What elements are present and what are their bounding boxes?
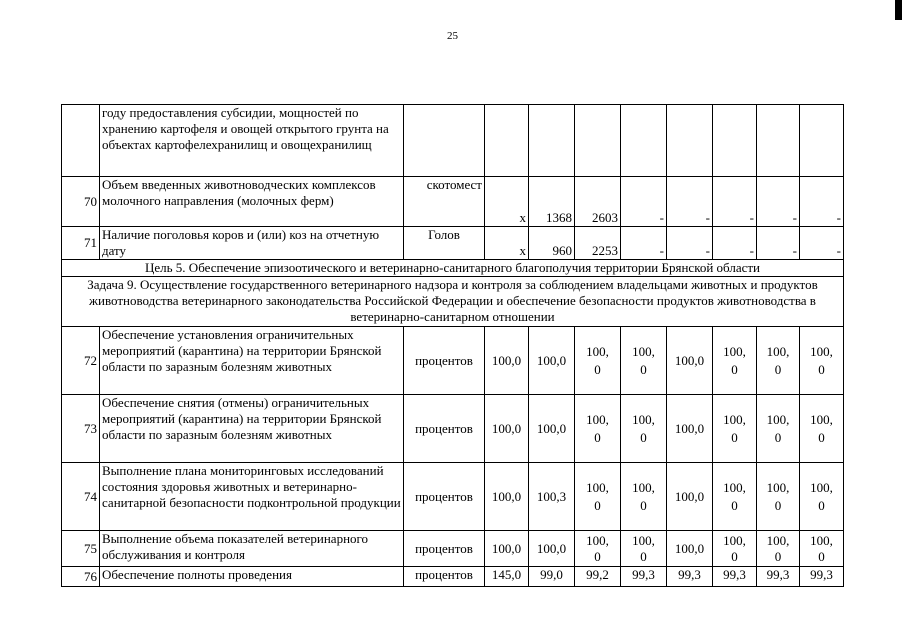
- table-row-70: [62, 177, 844, 227]
- value-1: 100,3: [529, 463, 575, 531]
- value-wrapped: 100, 0: [713, 327, 757, 395]
- goal-row: [62, 260, 844, 277]
- value-wrapped: 100, 0: [757, 395, 800, 463]
- value-base: 100,0: [485, 395, 529, 463]
- value-dash: -: [713, 227, 757, 260]
- row-number: 71: [62, 227, 100, 260]
- value-wrapped: 100, 0: [621, 327, 667, 395]
- value-wrapped: 100, 0: [757, 327, 800, 395]
- value-cell: 99,3: [713, 567, 757, 587]
- value-1: 100,0: [529, 395, 575, 463]
- value-dash: -: [757, 227, 800, 260]
- value-1: 100,0: [529, 327, 575, 395]
- unit: Голов: [404, 227, 485, 260]
- unit: процентов: [404, 327, 485, 395]
- value-wrapped: 100, 0: [575, 463, 621, 531]
- value-cell: 99,3: [800, 567, 844, 587]
- value-wrapped: 100, 0: [621, 531, 667, 567]
- value-dash: -: [667, 227, 713, 260]
- value-dash: -: [757, 177, 800, 227]
- value-2: 2253: [575, 227, 621, 260]
- row-number: 73: [62, 395, 100, 463]
- indicator-name: году предоставления субсидии, мощностей по хранению картофеля и овощей открытого грунта на объектах картофелехранилищ и овощехранилищ: [100, 105, 404, 177]
- value-dash: -: [800, 227, 844, 260]
- value-dash: -: [621, 227, 667, 260]
- value-wrapped: 100, 0: [800, 463, 844, 531]
- unit: процентов: [404, 395, 485, 463]
- value-dash: -: [800, 177, 844, 227]
- indicator-name: Обеспечение установления ограничительных мероприятий (карантина) на территории Брянской области по заразным болезням животных: [100, 327, 404, 395]
- value-cell: 99,3: [621, 567, 667, 587]
- value-dash: -: [667, 177, 713, 227]
- table-row-continuation: [62, 105, 844, 177]
- value-mid: 100,0: [667, 531, 713, 567]
- row-number: 70: [62, 177, 100, 227]
- unit: процентов: [404, 463, 485, 531]
- value-1: 100,0: [529, 531, 575, 567]
- value-wrapped: 100, 0: [713, 531, 757, 567]
- value-wrapped: 100, 0: [621, 395, 667, 463]
- value-base: 100,0: [485, 531, 529, 567]
- value-2: 2603: [575, 177, 621, 227]
- value-base: 100,0: [485, 327, 529, 395]
- value-wrapped: 100, 0: [713, 463, 757, 531]
- value-base: х: [485, 177, 529, 227]
- table-row-73: [62, 395, 844, 463]
- value-wrapped: 100, 0: [575, 327, 621, 395]
- value-wrapped: 100, 0: [800, 327, 844, 395]
- value-cell: 99,3: [667, 567, 713, 587]
- value-wrapped: 100, 0: [757, 463, 800, 531]
- value-cell: 99,2: [575, 567, 621, 587]
- unit: процентов: [404, 567, 485, 587]
- indicator-name: Наличие поголовья коров и (или) коз на отчетную дату: [100, 227, 404, 260]
- value-1: 960: [529, 227, 575, 260]
- table-row-71: [62, 227, 844, 260]
- value-mid: 100,0: [667, 327, 713, 395]
- indicator-name: Выполнение плана мониторинговых исследований состояния здоровья животных и ветеринарно-санитарной безопасности подконтрольной продукции: [100, 463, 404, 531]
- table-row-76: [62, 567, 844, 587]
- goal-5-heading: Цель 5. Обеспечение эпизоотического и ветеринарно-санитарного благополучия территории Брянской области: [62, 260, 844, 277]
- unit: скотомест: [404, 177, 485, 227]
- value-wrapped: 100, 0: [757, 531, 800, 567]
- value-wrapped: 100, 0: [713, 395, 757, 463]
- value-mid: 100,0: [667, 395, 713, 463]
- value-1: 1368: [529, 177, 575, 227]
- row-number: 76: [62, 567, 100, 587]
- indicators-table: [61, 104, 844, 587]
- value-base: х: [485, 227, 529, 260]
- table-row-74: [62, 463, 844, 531]
- task-row: [62, 277, 844, 327]
- indicator-name: Обеспечение полноты проведения: [100, 567, 404, 587]
- value-wrapped: 100, 0: [621, 463, 667, 531]
- indicator-name: Выполнение объема показателей ветеринарного обслуживания и контроля: [100, 531, 404, 567]
- row-number: 72: [62, 327, 100, 395]
- value-dash: -: [621, 177, 667, 227]
- scan-edge-mark: [895, 0, 902, 20]
- value-wrapped: 100, 0: [800, 395, 844, 463]
- value-wrapped: 100, 0: [575, 395, 621, 463]
- unit: процентов: [404, 531, 485, 567]
- value-mid: 100,0: [667, 463, 713, 531]
- table-row-75: [62, 531, 844, 567]
- row-number: [62, 105, 100, 177]
- value-cell: 99,0: [529, 567, 575, 587]
- row-number: 75: [62, 531, 100, 567]
- value-cell: 99,3: [757, 567, 800, 587]
- row-number: 74: [62, 463, 100, 531]
- task-9-heading: Задача 9. Осуществление государственного ветеринарного надзора и контроля за соблюдением владельцами животных и продуктов животноводства ветеринарного законодательства Российской Федерации и обеспечение безопасности продуктов животноводства в ветеринарно-санитарном отношении: [62, 277, 844, 327]
- value-dash: -: [713, 177, 757, 227]
- value-wrapped: 100, 0: [575, 531, 621, 567]
- value-base: 100,0: [485, 463, 529, 531]
- indicator-name: Обеспечение снятия (отмены) ограничительных мероприятий (карантина) на территории Брянской области по заразным болезням животных: [100, 395, 404, 463]
- indicator-name: Объем введенных животноводческих комплексов молочного направления (молочных ферм): [100, 177, 404, 227]
- value-wrapped: 100, 0: [800, 531, 844, 567]
- value-cell: 145,0: [485, 567, 529, 587]
- table-row-72: [62, 327, 844, 395]
- page-number: 25: [447, 30, 458, 42]
